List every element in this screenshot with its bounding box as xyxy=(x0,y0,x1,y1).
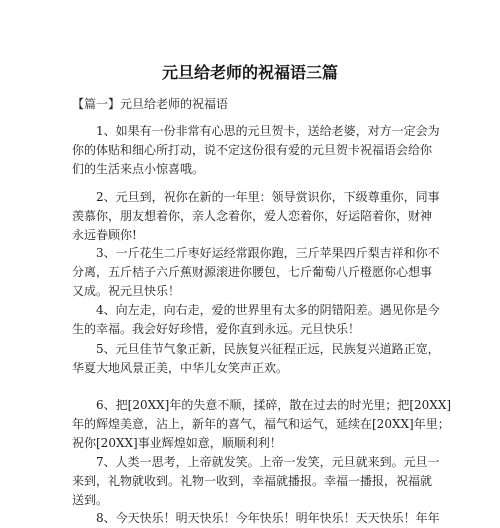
paragraph-line: 8、今天快乐！明天快乐！今年快乐！明年快乐！天天快乐！年年 xyxy=(96,511,440,525)
paragraph-line: 羡慕你，朋友想着你，亲人念着你，爱人恋着你，好运陪着你，财神 xyxy=(72,209,433,223)
paragraph-5 xyxy=(72,340,440,378)
paragraph-line: 们的生活来点小惊喜哦。 xyxy=(72,162,205,176)
paragraph-line: 6、把[20XX]年的失意不顺，揉碎，散在过去的时光里；把[20XX] xyxy=(96,398,452,412)
paragraph-1 xyxy=(72,122,440,179)
paragraph-line: 4、向左走，向右走，爱的世界里有太多的阴错阳差。遇见你是今 xyxy=(96,303,440,317)
paragraph-line: 5、元旦佳节气象正新，民族复兴征程正远，民族复兴道路正宽， xyxy=(96,342,440,356)
paragraph-4 xyxy=(72,301,440,339)
section-heading: 【篇一】元旦给老师的祝福语 xyxy=(72,97,229,111)
page-title: 元旦给老师的祝福语三篇 xyxy=(161,63,338,82)
paragraph-line: 华夏大地风景正美，中华儿女笑声正欢。 xyxy=(72,361,289,375)
paragraph-2 xyxy=(72,188,440,245)
paragraph-line: 7、人类一思考，上帝就发笑。上帝一发笑，元旦就来到。元旦一 xyxy=(96,455,440,469)
paragraph-line: 又成。祝元旦快乐！ xyxy=(72,284,181,298)
paragraph-line: 年的辉煌美意，沾上，新年的喜气，福气和运气，延续在[20XX]年里； xyxy=(72,417,450,431)
paragraph-line: 1、如果有一份非常有心思的元旦贺卡，送给老婆，对方一定会为 xyxy=(96,124,440,138)
paragraph-line: 送到。 xyxy=(72,493,109,507)
paragraph-line: 2、元旦到，祝你在新的一年里：领导赏识你，下级尊重你，同事 xyxy=(96,190,440,204)
paragraph-line: 来到，礼物就收到。礼物一收到，幸福就播报。幸福一播报，祝福就 xyxy=(72,474,433,488)
paragraph-line: 生的幸福。我会好好珍惜，爱你直到永远。元旦快乐！ xyxy=(72,322,361,336)
paragraph-line: 分离，五斤桔子六斤蕉财源滚进你腰包，七斤葡萄八斤橙愿你心想事 xyxy=(72,265,433,279)
paragraph-line: 3、一斤花生二斤枣好运经常跟你跑，三斤苹果四斤梨吉祥和你不 xyxy=(96,246,440,260)
paragraph-8 xyxy=(72,509,440,528)
paragraph-line: 你的体贴和细心所打动，说不定这份很有爱的元旦贺卡祝福语会给你 xyxy=(72,143,433,157)
paragraph-line: 永远眷顾你! xyxy=(72,228,137,242)
paragraph-line: 祝你[20XX]事业辉煌如意，顺顺利利！ xyxy=(72,436,282,450)
paragraph-3 xyxy=(72,244,440,301)
paragraph-6 xyxy=(72,396,452,453)
paragraph-7 xyxy=(72,453,440,510)
